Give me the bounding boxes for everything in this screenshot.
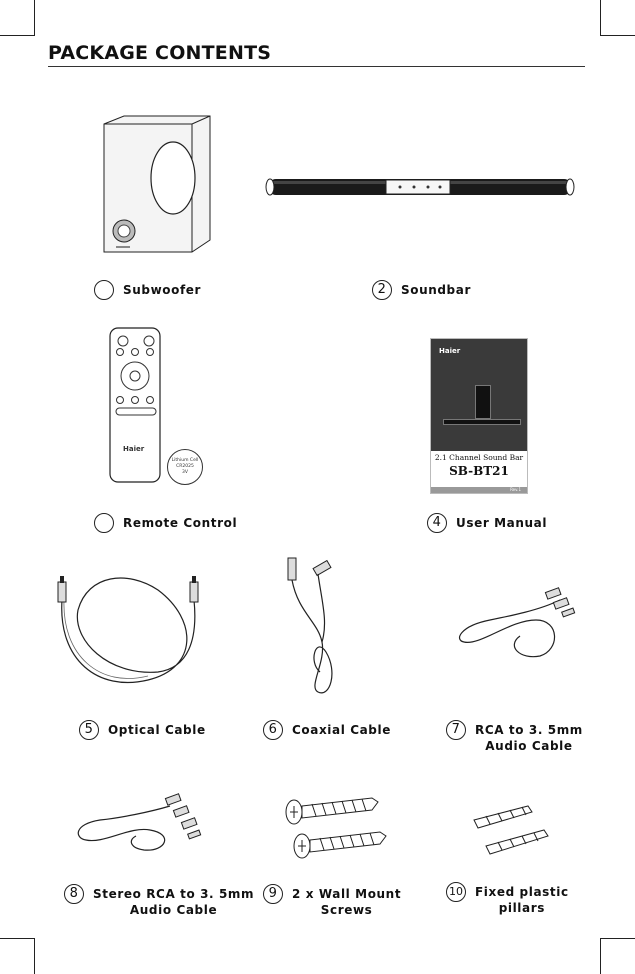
item-number-badge: 7 bbox=[446, 720, 466, 740]
item-label-plastic-pillars bbox=[446, 884, 569, 916]
item-label-coaxial-cable bbox=[263, 722, 391, 740]
item-number-badge: 8 bbox=[64, 884, 84, 904]
item-name: Subwoofer bbox=[123, 283, 202, 297]
item-name: Optical Cable bbox=[108, 723, 206, 737]
battery-text-1: Lithium Cell bbox=[171, 458, 199, 463]
item-number-badge: 10 bbox=[446, 882, 466, 902]
item-name bbox=[93, 886, 254, 918]
item-label-optical-cable bbox=[79, 722, 206, 740]
item-number-badge: 2 bbox=[372, 280, 392, 300]
item-label-soundbar bbox=[372, 282, 471, 300]
item-name bbox=[475, 884, 569, 916]
soundbar-image bbox=[262, 176, 578, 198]
remote-control-image bbox=[108, 326, 164, 484]
pillar-2 bbox=[486, 830, 548, 854]
item-label-user-manual bbox=[427, 515, 547, 533]
crop-mark-bottom-left-vertical bbox=[34, 938, 35, 974]
manual-brand-logo: Haier bbox=[439, 347, 461, 355]
item-label-rca-to-3-5mm bbox=[446, 722, 583, 754]
crop-mark-bottom-left-horizontal bbox=[0, 938, 35, 939]
coin-battery bbox=[167, 449, 203, 485]
item-name-line-1: RCA to 3. 5mm bbox=[475, 723, 583, 737]
item-name-line-2: Screws bbox=[320, 903, 373, 917]
battery-text-3: 3V bbox=[182, 470, 188, 475]
item-name-line-1: Fixed plastic bbox=[475, 885, 569, 899]
page-title: PACKAGE CONTENTS bbox=[48, 42, 272, 64]
item-name-line-2: Audio Cable bbox=[485, 739, 573, 753]
item-number-badge bbox=[94, 513, 114, 533]
manual-cover bbox=[431, 339, 527, 451]
wall-mount-screws-image bbox=[282, 790, 392, 866]
item-label-subwoofer bbox=[94, 282, 201, 300]
item-name: User Manual bbox=[456, 516, 548, 530]
plastic-pillars-image bbox=[468, 802, 558, 862]
crop-mark-top-left-vertical bbox=[34, 0, 35, 36]
pillar-1 bbox=[474, 806, 532, 828]
subwoofer-image bbox=[92, 114, 222, 260]
optical-cable-image bbox=[48, 560, 218, 700]
item-label-remote-control bbox=[94, 515, 237, 533]
screw-1 bbox=[286, 798, 378, 824]
manual-soundbar-photo bbox=[443, 419, 521, 425]
item-name-line-1: Stereo RCA to 3. 5mm bbox=[93, 887, 255, 901]
coaxial-cable-image bbox=[278, 552, 358, 697]
item-name bbox=[292, 886, 401, 918]
item-label-stereo-rca bbox=[64, 886, 254, 918]
crop-mark-bottom-right-vertical bbox=[600, 938, 601, 974]
item-number-badge: 6 bbox=[263, 720, 283, 740]
crop-mark-bottom-right-horizontal bbox=[600, 938, 635, 939]
item-name: Coaxial Cable bbox=[292, 723, 391, 737]
item-number-badge: 4 bbox=[427, 513, 447, 533]
manual-model: SB-BT21 bbox=[449, 464, 509, 478]
manual-footer-bar bbox=[431, 487, 527, 493]
rca-to-3-5mm-cable-image bbox=[450, 580, 580, 660]
battery-text-2: CR2025 bbox=[176, 464, 194, 469]
item-number-badge: 5 bbox=[79, 720, 99, 740]
crop-mark-top-right-horizontal bbox=[600, 35, 635, 36]
item-name-line-1: 2 x Wall Mount bbox=[292, 887, 402, 901]
manual-footer-text: Rev.1 bbox=[510, 487, 521, 492]
item-name bbox=[475, 722, 583, 754]
manual-product-photo bbox=[475, 385, 491, 419]
item-name-line-2: Audio Cable bbox=[129, 903, 218, 917]
crop-mark-top-left-horizontal bbox=[0, 35, 35, 36]
item-label-wall-mount-screws bbox=[263, 886, 401, 918]
item-name-line-2: pillars bbox=[498, 901, 545, 915]
user-manual-image bbox=[430, 338, 528, 494]
title-underline bbox=[48, 66, 585, 67]
stereo-rca-cable-image bbox=[70, 786, 210, 856]
item-number-badge bbox=[94, 280, 114, 300]
remote-brand-logo: Haier bbox=[123, 445, 145, 453]
item-name: Soundbar bbox=[401, 283, 471, 297]
item-number-badge: 9 bbox=[263, 884, 283, 904]
screw-2 bbox=[294, 832, 386, 858]
item-name: Remote Control bbox=[123, 516, 238, 530]
crop-mark-top-right-vertical bbox=[600, 0, 601, 36]
manual-subtitle: 2.1 Channel Sound Bar bbox=[434, 453, 524, 462]
